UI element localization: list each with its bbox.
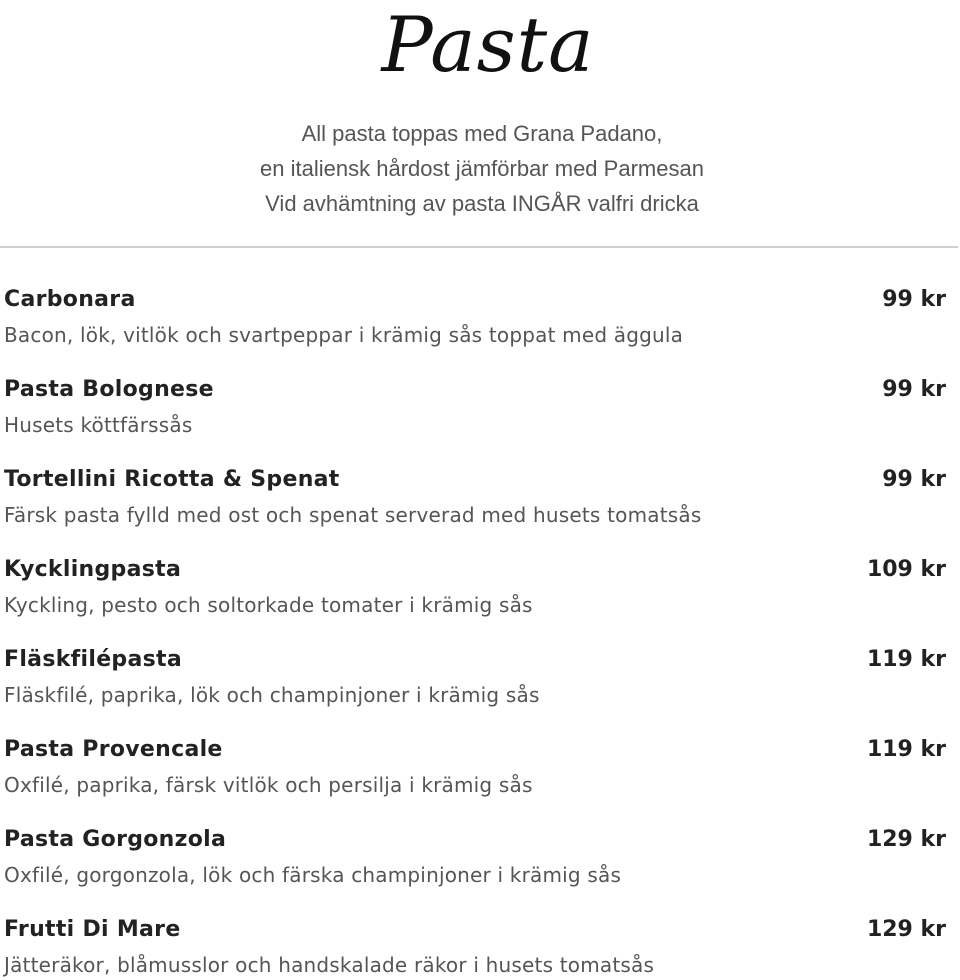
item-description: Fläskfilé, paprika, lök och champinjoner i krämig sås bbox=[4, 683, 540, 707]
item-description: Oxfilé, paprika, färsk vitlök och persilja i krämig sås bbox=[4, 773, 533, 797]
menu-item-gorgonzola bbox=[0, 822, 960, 912]
menu-list bbox=[0, 282, 960, 980]
item-price: 99 kr bbox=[882, 467, 946, 492]
item-price: 129 kr bbox=[866, 827, 946, 852]
item-price: 109 kr bbox=[866, 557, 946, 582]
menu-title: Pasta bbox=[381, 0, 595, 89]
item-description: Jätteräkor, blåmusslor och handskalade räkor i husets tomatsås bbox=[4, 953, 655, 977]
item-description: Kyckling, pesto och soltorkade tomater i krämig sås bbox=[4, 593, 533, 617]
item-name: Pasta Gorgonzola bbox=[4, 827, 227, 852]
menu-item-carbonara bbox=[0, 282, 960, 372]
item-price: 119 kr bbox=[866, 737, 946, 762]
item-price: 99 kr bbox=[882, 287, 946, 312]
item-price: 119 kr bbox=[866, 647, 946, 672]
item-name: Pasta Provencale bbox=[4, 737, 223, 762]
item-description: Färsk pasta fylld med ost och spenat serverad med husets tomatsås bbox=[4, 503, 702, 527]
item-name: Tortellini Ricotta & Spenat bbox=[4, 467, 340, 492]
item-price: 129 kr bbox=[866, 917, 946, 942]
item-description: Bacon, lök, vitlök och svartpeppar i krämig sås toppat med äggula bbox=[4, 323, 684, 347]
intro-line: All pasta toppas med Grana Padano, bbox=[301, 121, 663, 146]
item-name: Kycklingpasta bbox=[4, 557, 182, 582]
intro-line: Vid avhämtning av pasta INGÅR valfri dricka bbox=[265, 191, 699, 216]
menu-item-kycklingpasta bbox=[0, 552, 960, 642]
menu-item-tortellini bbox=[0, 462, 960, 552]
item-name: Pasta Bolognese bbox=[4, 377, 214, 402]
section-divider bbox=[0, 246, 958, 248]
menu-item-bolognese bbox=[0, 372, 960, 462]
item-price: 99 kr bbox=[882, 377, 946, 402]
item-name: Frutti Di Mare bbox=[4, 917, 181, 942]
item-description: Husets köttfärssås bbox=[4, 413, 193, 437]
menu-intro bbox=[0, 116, 960, 221]
menu-item-provencale bbox=[0, 732, 960, 822]
item-description: Oxfilé, gorgonzola, lök och färska champinjoner i krämig sås bbox=[4, 863, 622, 887]
intro-line: en italiensk hårdost jämförbar med Parmesan bbox=[260, 156, 704, 181]
item-name: Carbonara bbox=[4, 287, 136, 312]
item-name: Fläskfilépasta bbox=[4, 647, 182, 672]
menu-item-flaskfilepasta bbox=[0, 642, 960, 732]
menu-item-frutti-di-mare bbox=[0, 912, 960, 980]
